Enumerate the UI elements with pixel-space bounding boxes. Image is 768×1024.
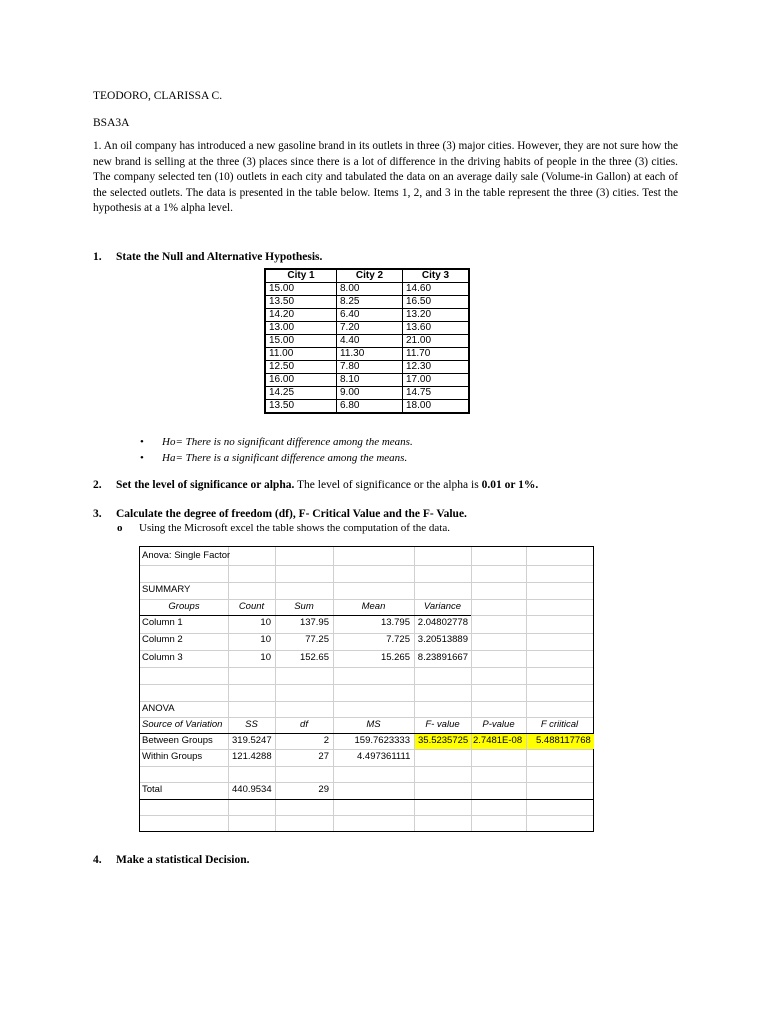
anova-header-f-critical: F criitical [540, 719, 579, 730]
sub-bullet-icon: o [117, 522, 123, 534]
city-1-cell: 13.00 [265, 322, 337, 335]
summary-variance-3: 8.23891667 [417, 652, 468, 663]
city-1-cell: 14.20 [265, 309, 337, 322]
table-row [265, 374, 469, 387]
between-df: 2 [323, 735, 329, 746]
city-2-cell: 9.00 [337, 387, 403, 400]
step-2-heading [93, 478, 538, 492]
step-3-heading [93, 507, 467, 521]
table-row [265, 387, 469, 400]
anova-header-f-value: F- value [425, 719, 460, 730]
step-3-text: Calculate the degree of freedom (df), F- Critical Value and the F- Value. [116, 508, 467, 520]
city-2-cell: 6.40 [337, 309, 403, 322]
step-2-text: The level of significance or the alpha is [294, 479, 482, 491]
step-1-text: State the Null and Alternative Hypothesis. [116, 251, 323, 263]
step-4-number: 4. [93, 854, 102, 866]
summary-group-1: Column 1 [142, 617, 183, 628]
city-3-cell: 13.20 [403, 309, 470, 322]
step-4-text: Make a statistical Decision. [116, 854, 250, 866]
city-2-header: City 2 [337, 269, 403, 283]
null-hypothesis: Ho= There is no significant difference among the means. [162, 436, 413, 448]
city-2-cell: 8.10 [337, 374, 403, 387]
bullet-icon: • [140, 436, 144, 448]
table-row [265, 335, 469, 348]
summary-sum-2: 77.25 [305, 634, 329, 645]
step-3-number: 3. [93, 508, 102, 520]
summary-count-1: 10 [260, 617, 271, 628]
alpha-value: 0.01 or 1%. [481, 479, 539, 491]
city-2-cell: 11.30 [337, 348, 403, 361]
summary-sum-3: 152.65 [299, 652, 329, 663]
table-row [265, 322, 469, 335]
alternative-hypothesis: Ha= There is a significant difference among the means. [162, 452, 408, 464]
city-2-cell: 4.40 [337, 335, 403, 348]
table-row [265, 400, 469, 414]
list-item [140, 434, 413, 450]
within-df: 27 [318, 751, 329, 762]
city-1-cell: 15.00 [265, 283, 337, 296]
summary-group-2: Column 2 [142, 634, 183, 645]
city-3-cell: 16.50 [403, 296, 470, 309]
step-3-sub-text: Using the Microsoft excel the table shows the computation of the data. [139, 522, 450, 534]
summary-header-variance: Variance [423, 601, 462, 612]
f-critical: 5.488117768 [536, 735, 591, 746]
table-row [265, 309, 469, 322]
city-1-cell: 13.50 [265, 400, 337, 414]
within-ss: 121.4288 [232, 751, 272, 762]
p-value: 2.7481E-08 [473, 735, 523, 746]
step-1-heading [93, 250, 322, 264]
within-ms: 4.497361111 [357, 751, 411, 762]
total-label: Total [142, 784, 163, 795]
summary-header-count: Count [238, 601, 265, 612]
anova-header-p-value: P-value [482, 719, 515, 730]
city-3-cell: 13.60 [403, 322, 470, 335]
summary-label: SUMMARY [142, 584, 191, 595]
city-1-cell: 13.50 [265, 296, 337, 309]
table-row [265, 283, 469, 296]
step-4-heading [93, 853, 250, 867]
city-3-cell: 18.00 [403, 400, 470, 414]
problem-text: 1. An oil company has introduced a new gasoline brand in its outlets in three (3) major cities. However, they are not sure how the new brand is selling at the three (3) places since there is a lot of difference in the driving habits of people in the three (3) cities. The company selected ten (10) outlets in each city and tabulated the data on an average daily sale (Volume-in Gallon) at each of the selected outlets. The data is presented in the table below. Items 1, 2, and 3 in the table represent the three (3) cities. Test the hypothesis at a 1% alpha level. [93, 140, 678, 214]
city-1-cell: 15.00 [265, 335, 337, 348]
step-1-number: 1. [93, 251, 102, 263]
between-ss: 319.5247 [232, 735, 272, 746]
anova-header-source: Source of Variation [142, 719, 223, 730]
summary-mean-2: 7.725 [386, 634, 410, 645]
summary-mean-3: 15.265 [380, 652, 410, 663]
summary-sum-1: 137.95 [299, 617, 329, 628]
step-2-number: 2. [93, 479, 102, 491]
summary-count-3: 10 [260, 652, 271, 663]
between-groups-label: Between Groups [142, 735, 213, 746]
hypotheses-list [140, 434, 413, 466]
summary-variance-1: 2.04802778 [417, 617, 468, 628]
city-1-cell: 12.50 [265, 361, 337, 374]
anova-header-df: df [300, 719, 308, 730]
anova-header-ss: SS [245, 719, 258, 730]
table-row [265, 296, 469, 309]
bullet-icon: • [140, 452, 144, 464]
student-section: BSA3A [93, 117, 130, 129]
summary-header-mean: Mean [361, 601, 386, 612]
city-3-cell: 11.70 [403, 348, 470, 361]
anova-label: ANOVA [142, 703, 175, 714]
city-3-cell: 14.75 [403, 387, 470, 400]
between-ms: 159.7623333 [354, 735, 410, 746]
total-df: 29 [318, 784, 329, 795]
table-row [265, 361, 469, 374]
summary-variance-2: 3.20513889 [417, 634, 468, 645]
step-2-bold: Set the level of significance or alpha. [116, 479, 295, 491]
summary-mean-1: 13.795 [380, 617, 410, 628]
city-2-cell: 7.20 [337, 322, 403, 335]
city-1-header: City 1 [265, 269, 337, 283]
city-1-cell: 16.00 [265, 374, 337, 387]
summary-count-2: 10 [260, 634, 271, 645]
city-3-cell: 12.30 [403, 361, 470, 374]
city-2-cell: 8.25 [337, 296, 403, 309]
city-1-cell: 14.25 [265, 387, 337, 400]
city-3-cell: 17.00 [403, 374, 470, 387]
table-row [265, 348, 469, 361]
anova-output-sheet [139, 546, 594, 832]
city-3-header: City 3 [403, 269, 470, 283]
summary-header-groups: Groups [168, 601, 200, 612]
city-3-cell: 14.60 [403, 283, 470, 296]
city-3-cell: 21.00 [403, 335, 470, 348]
city-2-cell: 8.00 [337, 283, 403, 296]
list-item [140, 450, 413, 466]
f-value: 35.5235725 [418, 735, 469, 746]
step-3-sub [117, 521, 450, 535]
total-ss: 440.9534 [232, 784, 272, 795]
anova-title: Anova: Single Factor [142, 550, 231, 561]
city-table-header-row [265, 269, 469, 283]
city-data-table [264, 268, 470, 414]
city-1-cell: 11.00 [265, 348, 337, 361]
student-name: TEODORO, CLARISSA C. [93, 90, 223, 102]
anova-header-ms: MS [366, 719, 381, 730]
within-groups-label: Within Groups [142, 751, 203, 762]
city-2-cell: 7.80 [337, 361, 403, 374]
summary-group-3: Column 3 [142, 652, 183, 663]
problem-statement [93, 139, 678, 217]
summary-header-sum: Sum [294, 601, 314, 612]
city-2-cell: 6.80 [337, 400, 403, 414]
